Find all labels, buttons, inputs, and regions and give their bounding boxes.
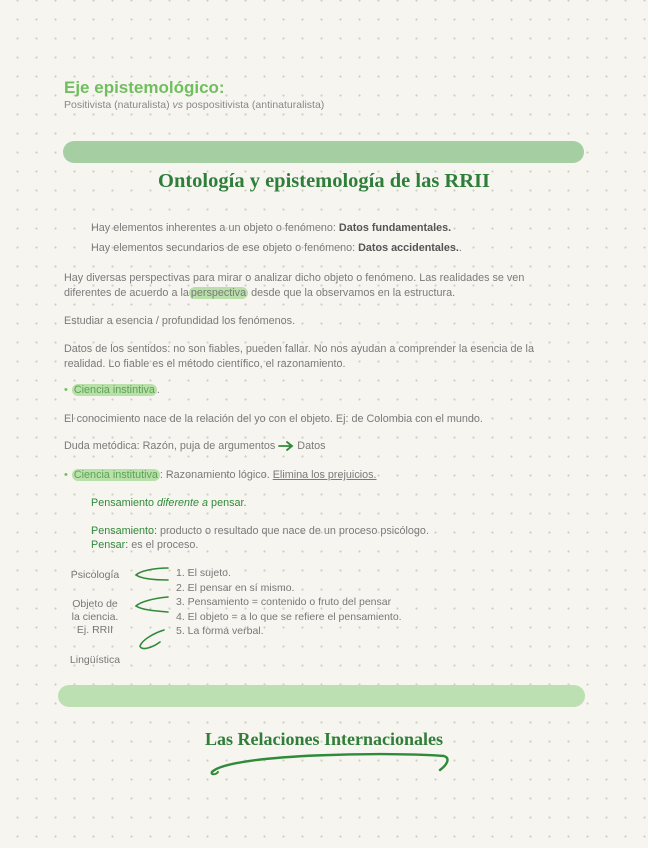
paragraph-perspectivas [64,271,564,301]
subtitle-vs: vs [172,99,184,111]
line1-text: Hay elementos inherentes a un objeto o fenómeno: [91,222,339,234]
elements-list [176,566,402,639]
side2-line1: Objeto de [72,598,118,610]
list-item: 3. Pensamiento = contenido o fruto del pensar [176,596,392,608]
connector-linguistica [140,630,164,649]
line-datos-accidentales [91,241,462,256]
def2-text: es el proceso. [128,539,199,551]
pens-b: pensar. [208,497,247,509]
pens-a: Pensamiento [91,497,158,509]
highlight-perspectiva: perspectiva [190,287,247,299]
highlight-ciencia-institutiva: Ciencia institutiva [73,469,158,481]
bullet2-mid: : Razonamiento lógico. [159,469,273,481]
def2-label: Pensar: [91,539,129,551]
side-label-objeto [60,598,130,637]
list-item: 5. La forma verbal. [176,625,264,637]
list-item: 4. El objeto = a lo que se refiere el pensamiento. [176,610,402,623]
line2-bold: Datos accidentales. [358,242,459,254]
line-pensamiento-diferente [91,496,246,511]
side2-line2: la ciencia. [71,611,119,623]
highlight-ciencia-instintiva: Ciencia instintiva [73,384,155,396]
para5-a: Duda metódica: Razón, puja de argumentos [64,440,279,452]
def1-text: producto o resultado que nace de un proceso psicólogo. [157,525,429,537]
section-heading-ontologia: Ontología y epistemología de las RRII [158,170,490,192]
para5-b: Datos [294,440,326,452]
side-label-psicologia: Psicología [70,569,120,581]
paragraph-conocimiento: El conocimiento nace de la relación del yo con el objeto. Ej: de Colombia con el mundo. [64,413,483,425]
paragraph-duda-metodica [64,439,326,454]
line1-bold: Datos fundamentales. [338,222,452,234]
definition-pensar [91,538,198,553]
arrow-right-icon [278,441,294,451]
axis-subtitle [64,99,324,111]
bullet-ciencia-instintiva [64,383,160,398]
para1-a: Hay diversas perspectivas para mirar o analizar dicho objeto o fenómeno. Las realidades se ven diferentes de acuerdo a la [64,272,525,299]
axis-title: Eje epistemológico: [64,78,225,97]
swoosh-underline [200,748,460,782]
underline-prejuicios: Elimina los prejuicios. [272,469,377,481]
paragraph-sentidos: Datos de los sentidos: no son fiables, pueden fallar. No nos ayudan a comprender la esencia de la realidad. Lo fiable es el método científico, el razonamiento. [64,343,534,370]
paragraph-esencia: Estudiar a esencia / profundidad los fenómenos. [64,315,296,327]
def1-label: Pensamiento: [91,525,158,537]
side2-line3: Ej. RRII [76,624,114,636]
subtitle-part-b: pospositivista (antinaturalista) [183,99,325,111]
swoosh-stroke [212,754,447,772]
connector-psicologia [136,568,168,580]
list-item: 1. El sujeto. [176,567,231,579]
decorative-band-bottom [58,685,585,707]
swoosh-hook [212,772,218,774]
bullet1-end: . [156,384,160,396]
side-label-linguistica: Lingüística [69,654,121,666]
subtitle-part-a: Positivista (naturalista) [64,99,173,111]
bullet-dot: • [64,469,68,481]
pens-i: diferente a [157,497,209,509]
line-datos-fundamentales [91,221,451,236]
para1-b: desde que la observamos en la estructura. [248,287,456,299]
bullet-dot: • [64,384,68,396]
connector-objeto [136,597,168,612]
brace-connectors [130,562,176,656]
list-item: 2. El pensar en sí mismo. [176,581,295,594]
decorative-band-top [63,141,584,163]
line2-text: Hay elementos secundarios de ese objeto o fenómeno: [91,242,359,254]
definition-pensamiento [91,524,429,539]
line2-end: . [458,242,462,254]
bullet-ciencia-institutiva [64,468,377,483]
section-heading-rrii: Las Relaciones Internacionales [205,729,443,749]
